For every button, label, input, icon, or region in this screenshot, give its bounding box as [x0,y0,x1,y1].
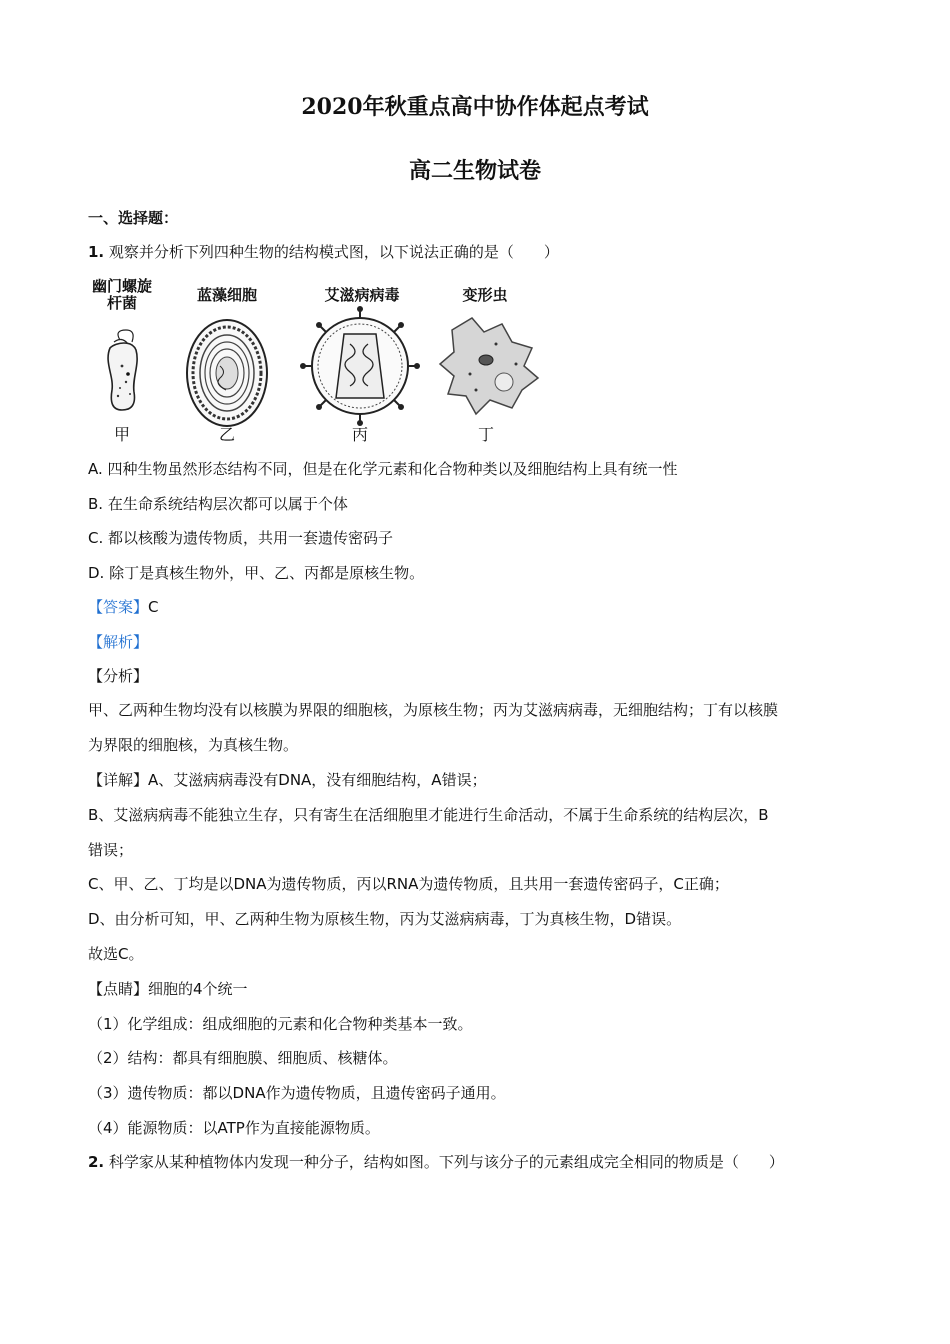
tip-heading [88,979,870,999]
caption-yi: 蓝藻细胞 [196,286,257,304]
label-ding: 丁 [477,425,494,444]
label-yi: 乙 [218,425,235,444]
detail-c: C、甲、乙、丁均是以DNA为遗传物质，丙以RNA为遗传物质，且共用一套遗传密码子，C正确； [88,875,729,893]
page-title: 2020年秋重点高中协作体起点考试 [301,94,649,120]
question-1-text: 观察并分析下列四种生物的结构模式图，以下说法正确的是（ ） [108,243,559,261]
tip-title: 细胞的4个统一 [148,980,248,998]
tip-item-1: （1）化学组成：组成细胞的元素和化合物种类基本一致。 [88,1015,473,1033]
cyanobacteria-drawing [187,320,267,426]
option-c: C. 都以核酸为遗传物质，共用一套遗传密码子 [88,529,394,547]
amoeba-drawing [440,318,538,414]
label-bing: 丙 [351,425,368,444]
question-1-stem [88,242,870,262]
tip-tag: 【点睛】 [88,980,149,998]
answer-value: C [148,598,159,616]
question-1-number: 1. [88,243,105,261]
detail-a-text: A、艾滋病病毒没有DNA，没有细胞结构，A错误； [148,771,487,789]
hiv-drawing [300,306,420,426]
tip-item-4: （4）能源物质：以ATP作为直接能源物质。 [88,1119,380,1137]
answer-tag: 【答案】 [88,598,149,616]
detail-b-line-2: 错误； [88,841,134,859]
organism-figure [92,278,562,448]
section-heading: 一、选择题： [88,209,179,227]
tip-item-2: （2）结构：都具有细胞膜、细胞质、核糖体。 [88,1049,398,1067]
detail-tag: 【详解】 [88,771,149,789]
fenxi-line-2: 为界限的细胞核，为真核生物。 [88,736,299,754]
option-b: B. 在生命系统结构层次都可以属于个体 [88,495,348,513]
fenxi-tag: 【分析】 [88,667,149,685]
caption-ding: 变形虫 [462,286,508,304]
detail-b-line-1: B、艾滋病病毒不能独立生存，只有寄生在活细胞里才能进行生命活动，不属于生命系统的结构层次，B [88,806,769,824]
caption-jia: 幽门螺旋杆菌 [92,277,153,312]
answer-line [88,597,870,617]
detail-a [88,770,870,790]
option-d: D. 除丁是真核生物外，甲、乙、丙都是原核生物。 [88,564,425,582]
page-subtitle: 高二生物试卷 [408,158,541,184]
option-a: A. 四种生物虽然形态结构不同，但是在化学元素和化合物种类以及细胞结构上具有统一性 [88,460,678,478]
question-2-number: 2. [88,1153,105,1171]
tip-item-3: （3）遗传物质：都以DNA作为遗传物质，且遗传密码子通用。 [88,1084,506,1102]
question-2-stem [88,1152,870,1172]
analysis-tag: 【解析】 [88,633,149,651]
label-jia: 甲 [113,425,130,444]
detail-d: D、由分析可知，甲、乙两种生物为原核生物，丙为艾滋病病毒，丁为真核生物，D错误。 [88,910,682,928]
conclusion: 故选C。 [88,945,144,963]
caption-bing: 艾滋病病毒 [324,286,400,304]
bacterium-drawing [108,330,137,410]
fenxi-line-1: 甲、乙两种生物均没有以核膜为界限的细胞核，为原核生物；丙为艾滋病病毒，无细胞结构；丁有以核膜 [88,701,779,719]
question-2-text: 科学家从某种植物体内发现一种分子，结构如图。下列与该分子的元素组成完全相同的物质是（ ） [108,1153,784,1171]
